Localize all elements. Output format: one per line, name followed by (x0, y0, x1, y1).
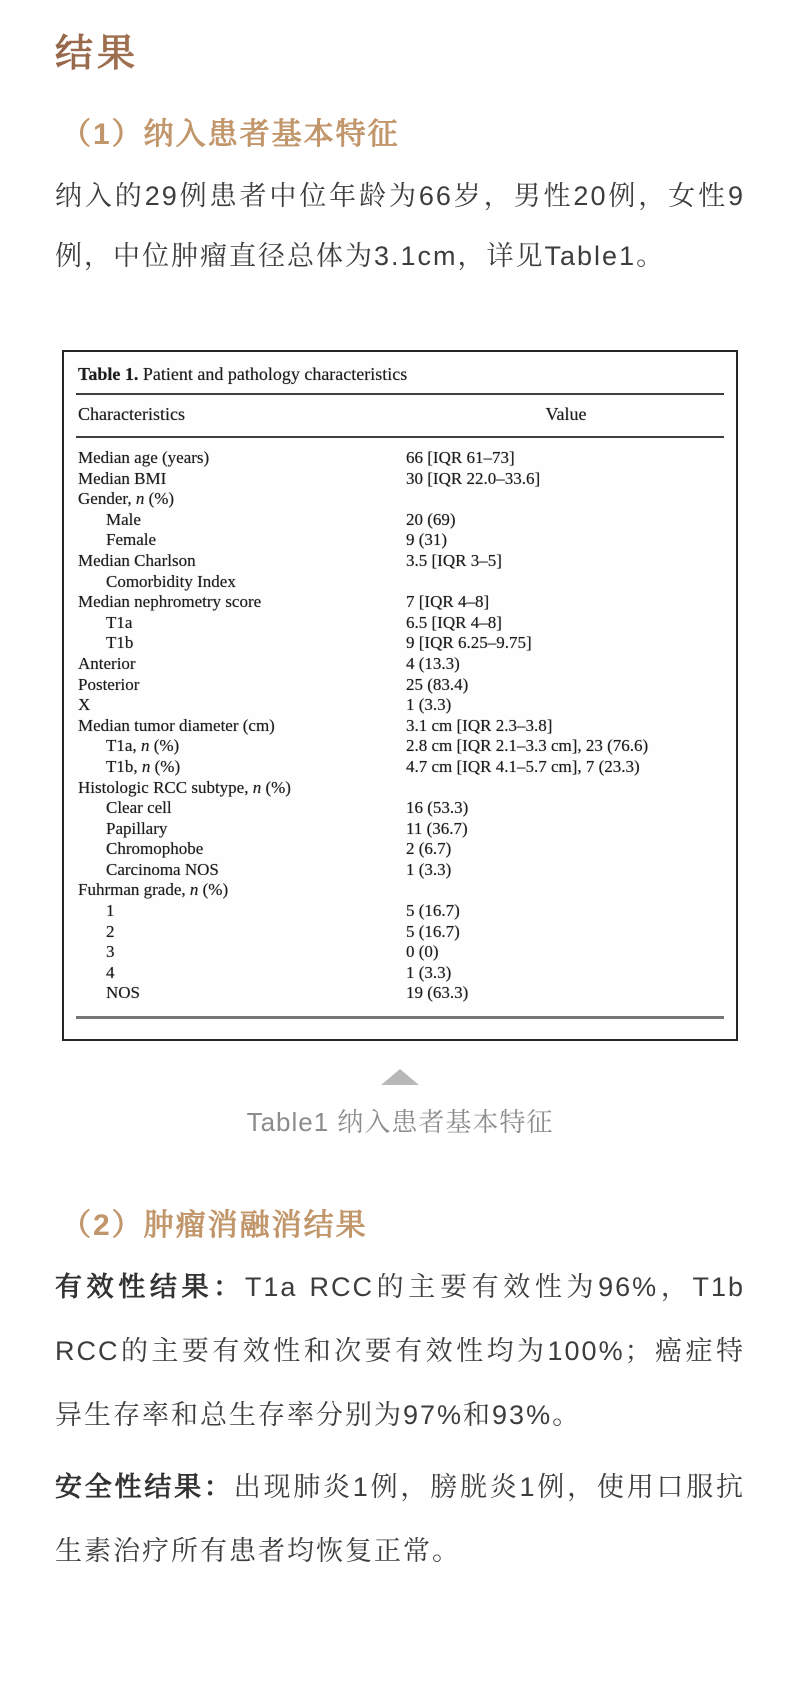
table-row (76, 448, 724, 469)
row-label: Median nephrometry score (78, 592, 262, 612)
row-label: X (78, 695, 91, 715)
table-row (76, 839, 724, 860)
row-label: Median BMI (78, 468, 167, 488)
row-label: Histologic RCC subtype, n (%) (78, 777, 291, 797)
table-row (76, 798, 724, 819)
row-value (406, 489, 724, 510)
row-label: Carcinoma NOS (106, 859, 219, 879)
row-value: 2.8 cm [IQR 2.1–3.3 cm], 23 (76.6) (406, 736, 649, 756)
figure-caption: Table1 纳入患者基本特征 (246, 1107, 554, 1138)
row-label: T1b (106, 633, 134, 653)
row-value: 1 (3.3) (406, 859, 452, 879)
safety-lead: 安全性结果： (55, 1472, 234, 1503)
section-1-heading: （1）纳入患者基本特征 (61, 118, 400, 151)
column-header-characteristics: Characteristics (78, 404, 185, 424)
row-label: Median age (years) (78, 448, 210, 467)
row-label: Posterior (78, 674, 140, 694)
row-value: 16 (53.3) (406, 798, 469, 818)
table-title (76, 360, 724, 393)
row-label: Median Charlson (78, 550, 196, 570)
row-label: 4 (106, 962, 115, 982)
row-label: Clear cell (106, 798, 172, 818)
page-title: 结果 (55, 30, 745, 76)
table-row (76, 860, 724, 881)
row-value: 11 (36.7) (406, 818, 468, 838)
row-value: 5 (16.7) (406, 901, 460, 921)
table-row (76, 510, 724, 531)
row-value: 9 (31) (406, 530, 448, 550)
row-value: 30 [IQR 22.0–33.6] (406, 468, 541, 488)
row-value: 9 [IQR 6.25–9.75] (406, 633, 532, 653)
table-figure (62, 350, 738, 1041)
row-value: 0 (0) (406, 942, 439, 962)
row-value: 20 (69) (406, 509, 456, 529)
table-row (76, 572, 724, 593)
row-label: Gender, n (%) (78, 489, 175, 509)
triangle-up-icon (381, 1069, 419, 1085)
row-value: 1 (3.3) (406, 695, 452, 715)
row-label: Male (106, 509, 141, 529)
row-label: 3 (106, 942, 115, 962)
row-value: 25 (83.4) (406, 674, 469, 694)
table-row (76, 901, 724, 922)
row-label: Papillary (106, 818, 168, 838)
row-value: 2 (6.7) (406, 839, 452, 859)
row-label: Fuhrman grade, n (%) (78, 880, 229, 900)
section-2-heading: （2）肿瘤消融消结果 (61, 1209, 368, 1243)
row-label: 1 (106, 901, 115, 921)
table-row (76, 942, 724, 963)
table-title-number: Table 1. (78, 364, 139, 384)
table-row (76, 716, 724, 737)
section-1-paragraph: 纳入的29例患者中位年龄为66岁，男性20例，女性9例，中位肿瘤直径总体为3.1cm，详见Table1。 (55, 181, 745, 271)
row-label: T1a, n (%) (106, 736, 180, 756)
row-value: 4 (13.3) (406, 653, 460, 673)
efficacy-lead: 有效性结果： (55, 1272, 245, 1303)
row-label: Comorbidity Index (106, 571, 236, 591)
row-label: Anterior (78, 653, 136, 673)
table-row (76, 530, 724, 551)
row-value (406, 572, 724, 593)
row-value: 6.5 [IQR 4–8] (406, 612, 502, 632)
table-row (76, 675, 724, 696)
row-label: Chromophobe (106, 839, 204, 859)
row-label: Median tumor diameter (cm) (78, 715, 275, 735)
row-value (406, 778, 724, 799)
table-row (76, 489, 724, 510)
row-value (406, 880, 724, 901)
row-value: 3.1 cm [IQR 2.3–3.8] (406, 715, 553, 735)
row-value: 5 (16.7) (406, 921, 460, 941)
table-row (76, 469, 724, 490)
table-row (76, 613, 724, 634)
table-row (76, 922, 724, 943)
row-value: 3.5 [IQR 3–5] (406, 550, 502, 570)
table-row (76, 880, 724, 901)
row-value: 1 (3.3) (406, 962, 452, 982)
table-row (76, 633, 724, 654)
row-value: 7 [IQR 4–8] (406, 592, 490, 612)
row-label: T1a (106, 612, 133, 632)
table-row (76, 819, 724, 840)
table-row (76, 757, 724, 778)
row-label: 2 (106, 921, 115, 941)
efficacy-paragraph (55, 1255, 745, 1447)
table-row (76, 983, 724, 1004)
efficacy-text: T1a RCC的主要有效性为96%，T1b RCC的主要有效性和次要有效性均为100%；癌症特异生存率和总生存率分别为97%和93%。 (55, 1272, 746, 1431)
row-label: T1b, n (%) (106, 756, 181, 776)
row-value: 66 [IQR 61–73] (406, 448, 515, 467)
table-row (76, 778, 724, 799)
table-row (76, 963, 724, 984)
table-row (76, 654, 724, 675)
table-row (76, 551, 724, 572)
table-row (76, 695, 724, 716)
table-body (76, 438, 724, 1004)
figure-caption-block (55, 1069, 745, 1139)
table-row (76, 592, 724, 613)
table-row (76, 736, 724, 757)
table-column-headers (76, 395, 724, 436)
row-value: 4.7 cm [IQR 4.1–5.7 cm], 7 (23.3) (406, 756, 640, 776)
table-title-text: Patient and pathology characteristics (138, 364, 408, 384)
row-label: NOS (106, 983, 141, 1003)
row-value: 19 (63.3) (406, 983, 469, 1003)
row-label: Female (106, 530, 157, 550)
column-header-value: Value (545, 404, 587, 424)
safety-text: 出现肺炎1例，膀胱炎1例，使用口服抗生素治疗所有患者均恢复正常。 (55, 1472, 745, 1567)
safety-paragraph (55, 1455, 745, 1583)
table-bottom-rule (76, 1016, 724, 1019)
